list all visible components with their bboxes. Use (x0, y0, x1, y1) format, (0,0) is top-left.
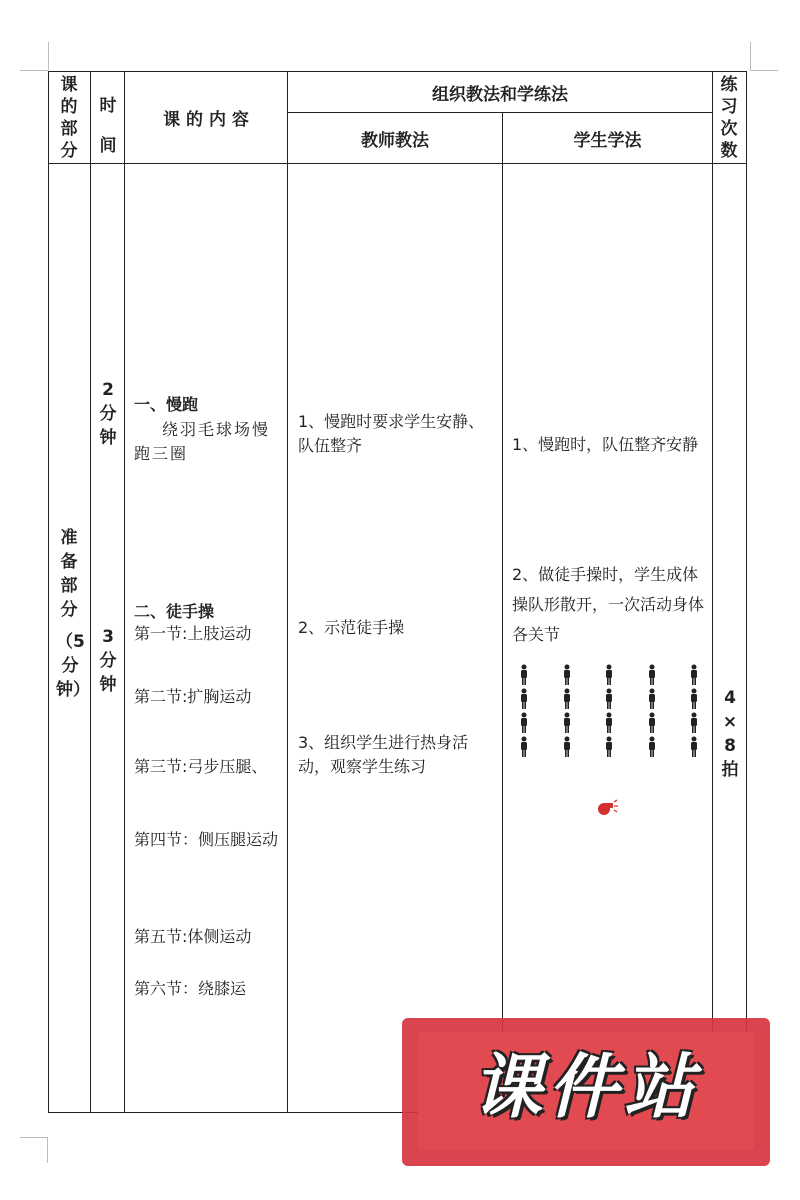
person-icon (519, 664, 529, 686)
person-icon (562, 712, 572, 734)
content-item: 第二节:扩胸运动 (134, 687, 252, 706)
content-jog-title: 一、慢跑 (134, 395, 199, 414)
section-name: 准备部分 (60, 528, 78, 620)
header-section: 课的部分 (60, 75, 78, 161)
person-icon (519, 712, 529, 734)
teacher-step: 1、慢跑时要求学生安静、队伍整齐 (298, 412, 485, 455)
content-item: 第六节：绕膝运 (134, 979, 247, 998)
content-jog-desc: 绕羽毛球场慢跑三圈 (134, 420, 271, 463)
header-method-group: 组织教法和学练法 (432, 84, 568, 105)
teacher-step: 2、示范徒手操 (298, 618, 405, 637)
content-item: 第四节：侧压腿运动 (134, 830, 279, 849)
reps-value: 4×8拍 (721, 688, 739, 780)
person-icon (689, 736, 699, 758)
person-icon (519, 736, 529, 758)
time-exercise: 3分钟 (99, 627, 117, 695)
content-exercise-title: 二、徒手操 (134, 602, 215, 621)
student-step: 1、慢跑时，队伍整齐安静 (512, 435, 699, 454)
whistle-icon (597, 799, 619, 817)
header-reps: 练习次数 (720, 75, 738, 161)
person-icon (604, 712, 614, 734)
watermark-text: 课件站 (472, 1046, 700, 1128)
header-teacher: 教师教法 (361, 130, 429, 151)
person-icon (604, 736, 614, 758)
person-icon (689, 688, 699, 710)
person-icon (562, 688, 572, 710)
page-corner-mark (20, 1137, 48, 1139)
person-icon (689, 664, 699, 686)
person-icon (562, 736, 572, 758)
page-corner-mark (47, 1137, 49, 1163)
content-item: 第三节:弓步压腿、 (134, 757, 268, 776)
section-duration: （5分钟） (56, 632, 90, 700)
teacher-step: 3、组织学生进行热身活动，观察学生练习 (298, 733, 469, 776)
person-icon (647, 664, 657, 686)
person-icon (519, 688, 529, 710)
watermark-stamp (402, 1018, 770, 1166)
person-icon (647, 688, 657, 710)
content-item: 第一节:上肢运动 (134, 624, 252, 643)
person-icon (604, 664, 614, 686)
page-corner-mark (20, 69, 48, 71)
person-icon (562, 664, 572, 686)
page-corner-mark (750, 69, 778, 71)
person-icon (647, 736, 657, 758)
formation-diagram (514, 664, 704, 760)
time-jog: 2分钟 (99, 380, 117, 448)
student-step: 2、做徒手操时，学生成体操队形散开，一次活动身体各关节 (512, 565, 705, 644)
person-icon (604, 688, 614, 710)
page-corner-mark (750, 42, 759, 70)
header-time: 时间 (99, 96, 117, 156)
person-icon (647, 712, 657, 734)
content-item: 第五节:体侧运动 (134, 927, 252, 946)
header-content: 课 的 内 容 (163, 110, 249, 130)
header-student: 学生学法 (573, 130, 642, 151)
person-icon (689, 712, 699, 734)
page-corner-mark (40, 42, 49, 70)
